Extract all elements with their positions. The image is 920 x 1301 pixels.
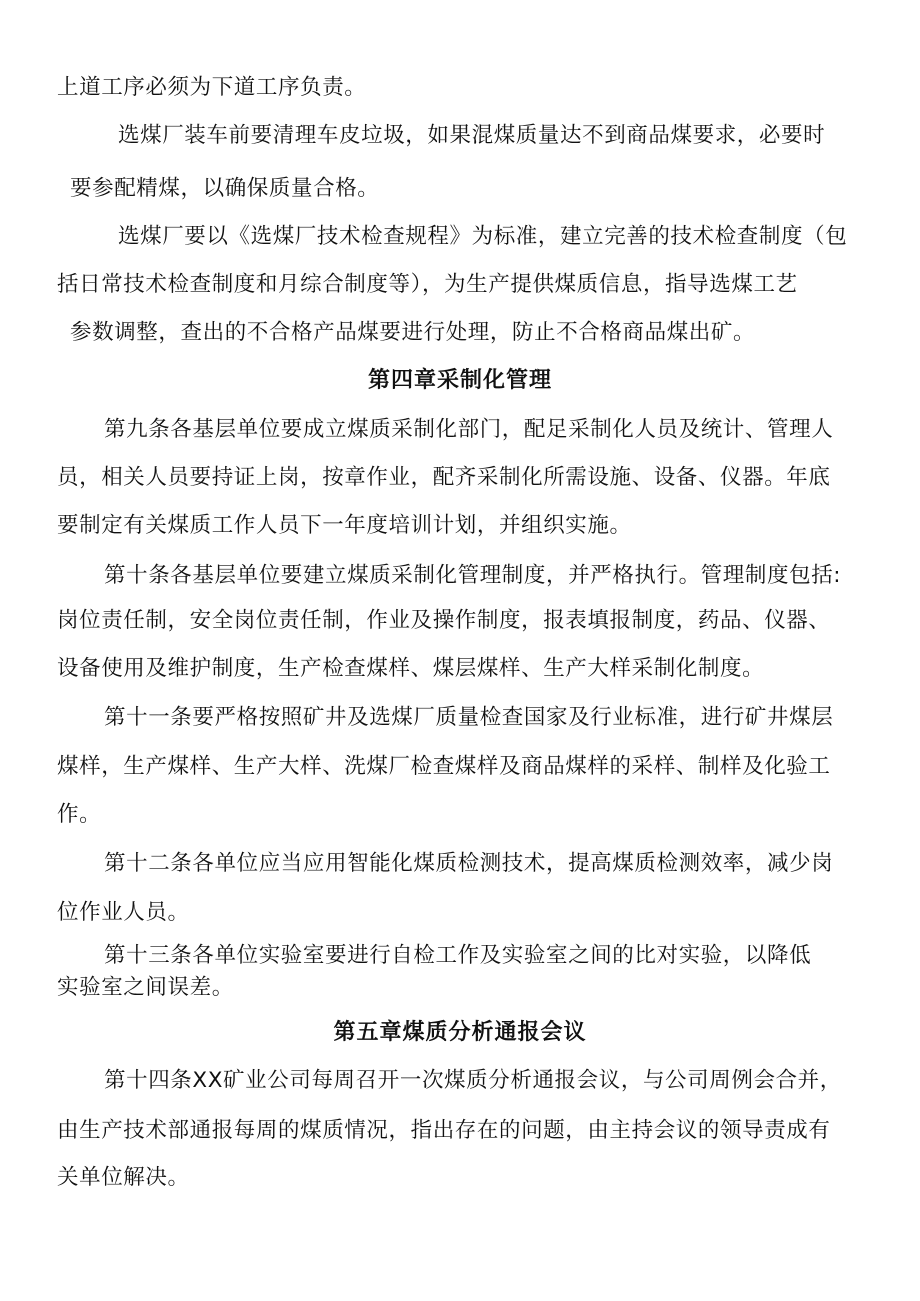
article-line: 要制定有关煤质工作人员下一年度培训计划，并组织实施。 <box>57 513 632 538</box>
chapter-heading: 第五章煤质分析通报会议 <box>333 1020 587 1045</box>
article-line: 第十一条要严格按照矿井及选煤厂质量检查国家及行业标准，进行矿井煤层 <box>104 705 834 730</box>
article-line: 第十三条各单位实验室要进行自检工作及实验室之间的比对实验，以降低 <box>104 943 812 968</box>
article-line: 煤样，生产煤样、生产大样、洗煤厂检查煤样及商品煤样的采样、制样及化验工 <box>57 754 831 779</box>
paragraph-line: 参数调整，查出的不合格产品煤要进行处理，防止不合格商品煤出矿。 <box>70 320 756 345</box>
paragraph-line: 要参配精煤，以确保质量合格。 <box>70 176 380 201</box>
article-line: 第九条各基层单位要成立煤质采制化部门，配足采制化人员及统计、管理人 <box>104 417 834 442</box>
paragraph-line: 上道工序必须为下道工序负责。 <box>57 75 367 100</box>
article-line: 关单位解决。 <box>57 1165 190 1190</box>
article-line: 第十条各基层单位要建立煤质采制化管理制度，并严格执行。管理制度包括: <box>104 563 842 588</box>
paragraph-line: 括日常技术检查制度和月综合制度等），为生产提供煤质信息，指导选煤工艺 <box>57 272 798 297</box>
article-line: 第十四条XX矿业公司每周召开一次煤质分析通报会议，与公司周例会合并， <box>104 1068 842 1093</box>
paragraph-line: 选煤厂要以《选煤厂技术检查规程》为标准，建立完善的技术检查制度（包 <box>118 224 848 249</box>
paragraph-line: 选煤厂装车前要清理车皮垃圾，如果混煤质量达不到商品煤要求，必要时 <box>118 123 826 148</box>
article-line: 岗位责任制，安全岗位责任制，作业及操作制度，报表填报制度，药品、仪器、 <box>57 608 831 633</box>
article-line: 员，相关人员要持证上岗，按章作业，配齐采制化所需设施、设备、仪器。年底 <box>57 465 831 490</box>
article-line: 作。 <box>57 802 102 827</box>
chapter-heading: 第四章采制化管理 <box>367 368 552 393</box>
article-line: 位作业人员。 <box>57 900 190 925</box>
article-line: 由生产技术部通报每周的煤质情况，指出存在的问题，由主持会议的领导责成有 <box>57 1118 831 1143</box>
article-line: 设备使用及维护制度，生产检查煤样、煤层煤样、生产大样采制化制度。 <box>57 656 765 681</box>
article-line: 第十二条各单位应当应用智能化煤质检测技术，提高煤质检测效率，减少岗 <box>104 851 834 876</box>
article-line: 实验室之间误差。 <box>57 975 234 1000</box>
